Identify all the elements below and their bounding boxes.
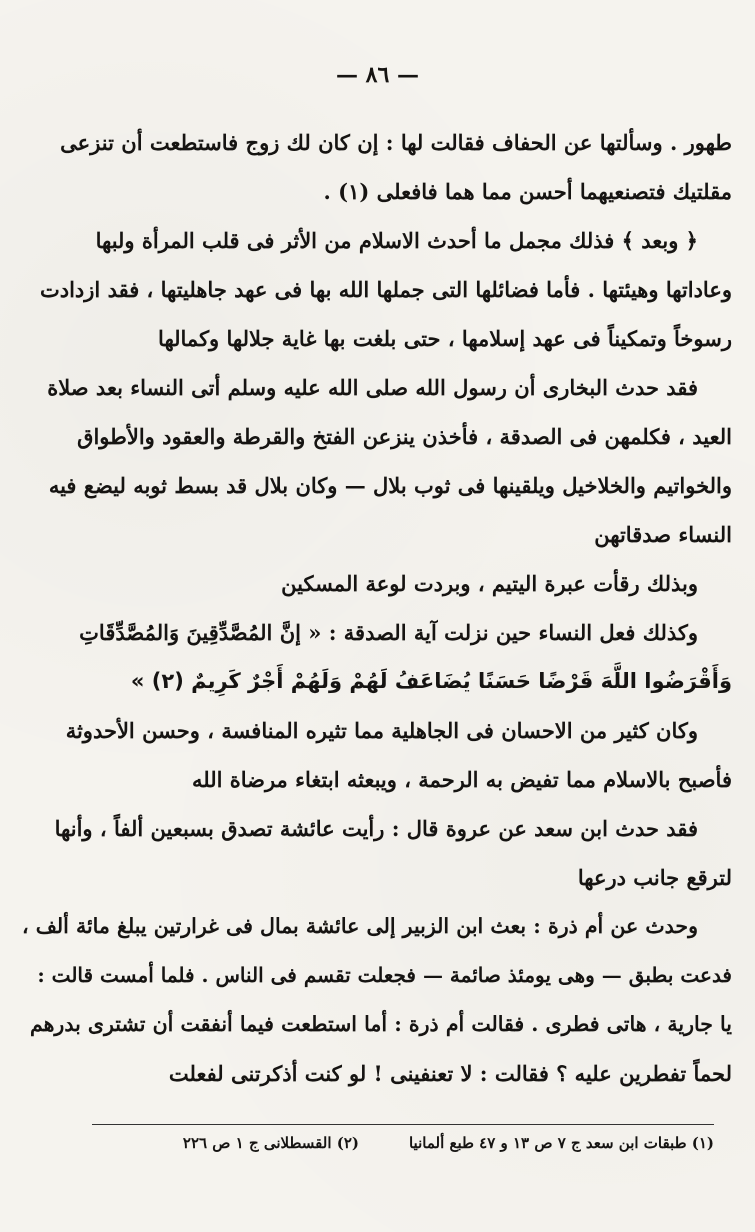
text-line: العيد ، فكلمهن فى الصدقة ، فأخذن ينزعن الفتخ والقرطة والعقود والأطواق	[77, 424, 732, 449]
quran-verse-line: وَأَقْرَضُوا اللَّهَ قَرْضًا حَسَنًا يُضَاعَفُ لَهُمْ وَلَهُمْ أَجْرٌ كَرِيمٌ (٢) »	[130, 669, 732, 693]
text-line: وبذلك رقأت عبرة اليتيم ، وبردت لوعة المسكين	[281, 571, 698, 596]
text-line: رسوخاً وتمكيناً فى عهد إسلامها ، حتى بلغت بها غاية جلالها وكمالها	[158, 326, 732, 351]
body-text	[20, 118, 732, 1098]
text-line: النساء صدقاتهن	[594, 522, 732, 547]
page-number: — ٨٦ —	[336, 62, 419, 88]
footnote-divider	[92, 1124, 714, 1125]
footnote-1: (١) طبقات ابن سعد ج ٧ ص ١٣ و ٤٧ طبع ألمانيا	[408, 1134, 714, 1152]
text-line: يا جارية ، هاتى فطرى . فقالت أم ذرة : أما استطعت فيما أنفقت أن تشترى بدرهم	[29, 1012, 732, 1036]
text-line: وحدث عن أم ذرة : بعث ابن الزبير إلى عائشة بمال فى غرارتين يبلغ مائة ألف ،	[21, 914, 698, 938]
text-line: والخواتيم والخلاخيل ويلقينها فى ثوب بلال — وكان بلال قد بسط ثوبه ليضع فيه	[48, 473, 732, 498]
text-line: فقد حدث ابن سعد عن عروة قال : رأيت عائشة تصدق بسبعين ألفاً ، وأنها	[54, 816, 698, 841]
footnotes	[66, 1134, 714, 1152]
text-line: مقلتيك فتصنعيهما أحسن مما هما فافعلى (١) .	[323, 179, 732, 204]
text-line: وعاداتها وهيئتها . فأما فضائلها التى جملها الله بها فى عهد جاهليتها ، فقد ازدادت	[39, 277, 732, 302]
footnote-2: (٢) القسطلانى ج ١ ص ٢٢٦	[182, 1134, 359, 1152]
text-line: لترقع جانب درعها	[577, 865, 732, 890]
text-line: لحماً تفطرين عليه ؟ فقالت : لا تعنفينى ! لو كنت أذكرتنى لفعلت	[168, 1061, 732, 1086]
text-line: ﴿ وبعد ﴾ فذلك مجمل ما أحدث الاسلام من الأثر فى قلب المرأة ولبها	[95, 228, 698, 253]
text-line: فدعت بطبق — وهى يومئذ صائمة — فجعلت تقسم فى الناس . فلما أمست قالت :	[37, 963, 732, 987]
text-line: فأصبح بالاسلام مما تفيض به الرحمة ، ويبعثه ابتغاء مرضاة الله	[191, 767, 732, 792]
text-line: طهور . وسألتها عن الحفاف فقالت لها : إن كان لك زوج فاستطعت أن تنزعى	[60, 130, 732, 155]
text-line: وكان كثير من الاحسان فى الجاهلية مما تثيره المنافسة ، وحسن الأحدوثة	[65, 718, 698, 743]
text-line: فقد حدث البخارى أن رسول الله صلى الله عليه وسلم أتى النساء بعد صلاة	[47, 375, 698, 400]
text-line: وكذلك فعل النساء حين نزلت آية الصدقة : « إنَّ المُصَّدِّقِينَ وَالمُصَّدِّقَاتِ	[79, 620, 698, 645]
